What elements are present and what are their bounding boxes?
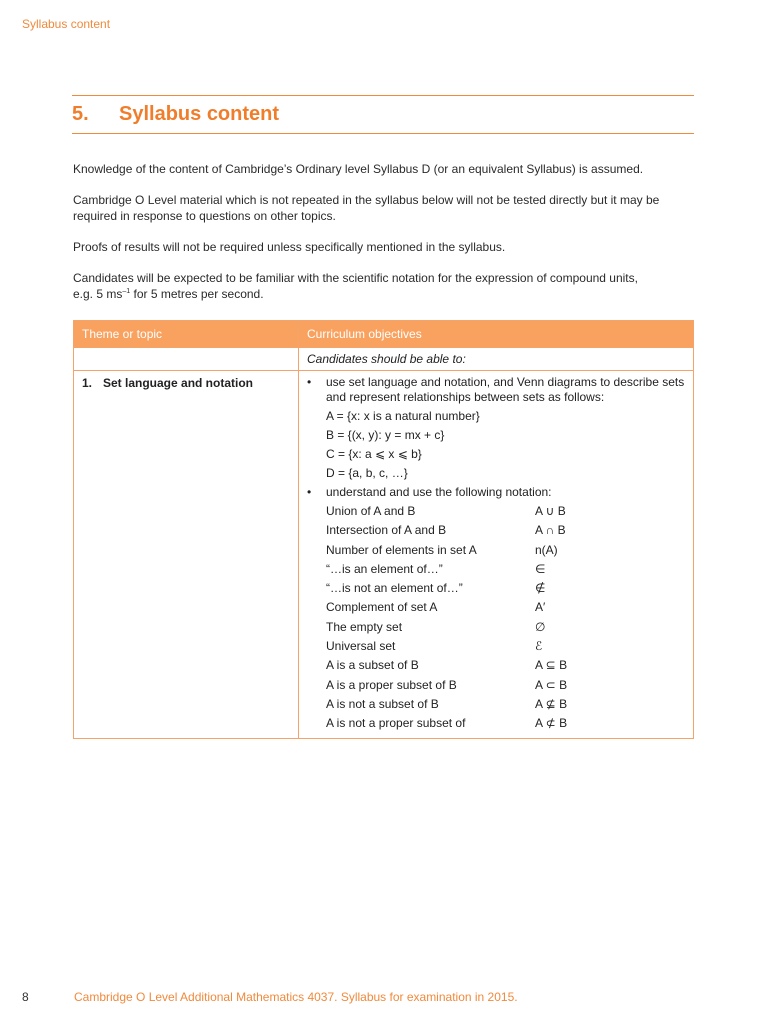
bullet-item <box>307 485 685 500</box>
intro-p4-line1: Candidates will be expected to be familiar with the scientific notation for the expression of compound units, <box>73 271 638 285</box>
bullet-dot: • <box>307 375 312 389</box>
notation-row <box>307 676 685 695</box>
notation-row <box>307 521 685 540</box>
candidates-row <box>74 348 694 371</box>
bullet-dot: • <box>307 485 312 499</box>
intro-p4-post: for 5 metres per second. <box>130 287 264 301</box>
notation-symbol: A′ <box>535 600 546 615</box>
topic-row <box>74 371 694 739</box>
candidates-note: Candidates should be able to: <box>299 348 694 371</box>
candidates-empty-cell <box>74 348 299 371</box>
title-rule-top <box>72 95 694 96</box>
bullet-text: understand and use the following notation: <box>326 485 552 499</box>
notation-symbol: A ⊆ B <box>535 658 568 673</box>
notation-term: “…is not an element of…” <box>326 581 463 596</box>
notation-term: A is a subset of B <box>326 658 419 673</box>
topic-number: 1. <box>82 376 93 390</box>
intro-paragraph-3: Proofs of results will not be required unless specifically mentioned in the syllabus. <box>73 240 506 254</box>
notation-term: “…is an element of…” <box>326 561 443 576</box>
notation-term: The empty set <box>326 619 403 634</box>
topic-name: Set language and notation <box>103 376 254 390</box>
page-number: 8 <box>22 990 29 1004</box>
set-definition: A = {x: x is a natural number} <box>326 409 480 423</box>
section-title-text: Syllabus content <box>119 103 280 125</box>
topic-cell <box>74 371 299 739</box>
objectives-cell <box>299 371 694 739</box>
notation-symbol: ∉ <box>535 581 546 596</box>
notation-row <box>307 656 685 675</box>
notation-row <box>307 560 685 579</box>
notation-symbol: ℰ <box>535 639 543 654</box>
intro-paragraph-1: Knowledge of the content of Cambridge’s Ordinary level Syllabus D (or an equivalent Syllabus) is assumed. <box>73 162 644 176</box>
intro-p4-pre: e.g. 5 ms <box>73 287 123 301</box>
notation-row <box>307 598 685 617</box>
notation-term: Universal set <box>326 639 396 654</box>
notation-row <box>307 695 685 714</box>
set-definition: C = {x: a ⩽ x ⩽ b} <box>326 447 422 461</box>
notation-symbol: A ⊄ B <box>535 716 568 731</box>
notation-term: Number of elements in set A <box>326 542 477 557</box>
notation-row <box>307 579 685 598</box>
intro-paragraph-2: Cambridge O Level material which is not repeated in the syllabus below will not be tested directly but it may be required in response to questions on other topics. <box>73 193 660 223</box>
notation-term: A is a proper subset of B <box>326 677 457 692</box>
notation-term: A is not a proper subset of <box>326 716 466 731</box>
bullet-text: use set language and notation, and Venn diagrams to describe sets and represent relationships between sets as follows: <box>326 375 685 404</box>
intro-p4-sup: –1 <box>122 288 131 295</box>
footer-text: Cambridge O Level Additional Mathematics 4037. Syllabus for examination in 2015. <box>74 990 518 1004</box>
section-number: 5. <box>72 103 89 125</box>
intro-text <box>73 161 698 317</box>
notation-row <box>307 618 685 637</box>
notation-symbol: A ∪ B <box>535 504 566 518</box>
set-definition: D = {a, b, c, …} <box>326 466 408 480</box>
notation-term: Intersection of A and B <box>326 523 447 538</box>
set-definition: B = {(x, y): y = mx + c} <box>326 428 445 442</box>
notation-term: A is not a subset of B <box>326 696 439 711</box>
section-title <box>72 103 279 126</box>
title-rule-bottom <box>72 133 694 134</box>
notation-row <box>307 541 685 560</box>
syllabus-table <box>73 320 694 739</box>
header-theme: Theme or topic <box>74 321 299 348</box>
notation-symbol: A ⊈ B <box>535 696 568 711</box>
notation-symbol: n(A) <box>535 542 558 557</box>
bullet-item <box>307 375 685 405</box>
notation-term: Union of A and B <box>326 504 416 518</box>
notation-symbol: A ∩ B <box>535 523 566 538</box>
notation-symbol: A ⊂ B <box>535 677 568 692</box>
notation-row <box>307 502 685 521</box>
running-header: Syllabus content <box>22 17 111 31</box>
intro-paragraph-4 <box>73 270 698 302</box>
notation-term: Complement of set A <box>326 600 438 615</box>
notation-row <box>307 714 685 733</box>
table-header-row <box>74 321 694 348</box>
header-objectives: Curriculum objectives <box>299 321 694 348</box>
notation-symbol: ∅ <box>535 619 546 634</box>
notation-symbol: ∈ <box>535 561 546 576</box>
notation-row <box>307 637 685 656</box>
